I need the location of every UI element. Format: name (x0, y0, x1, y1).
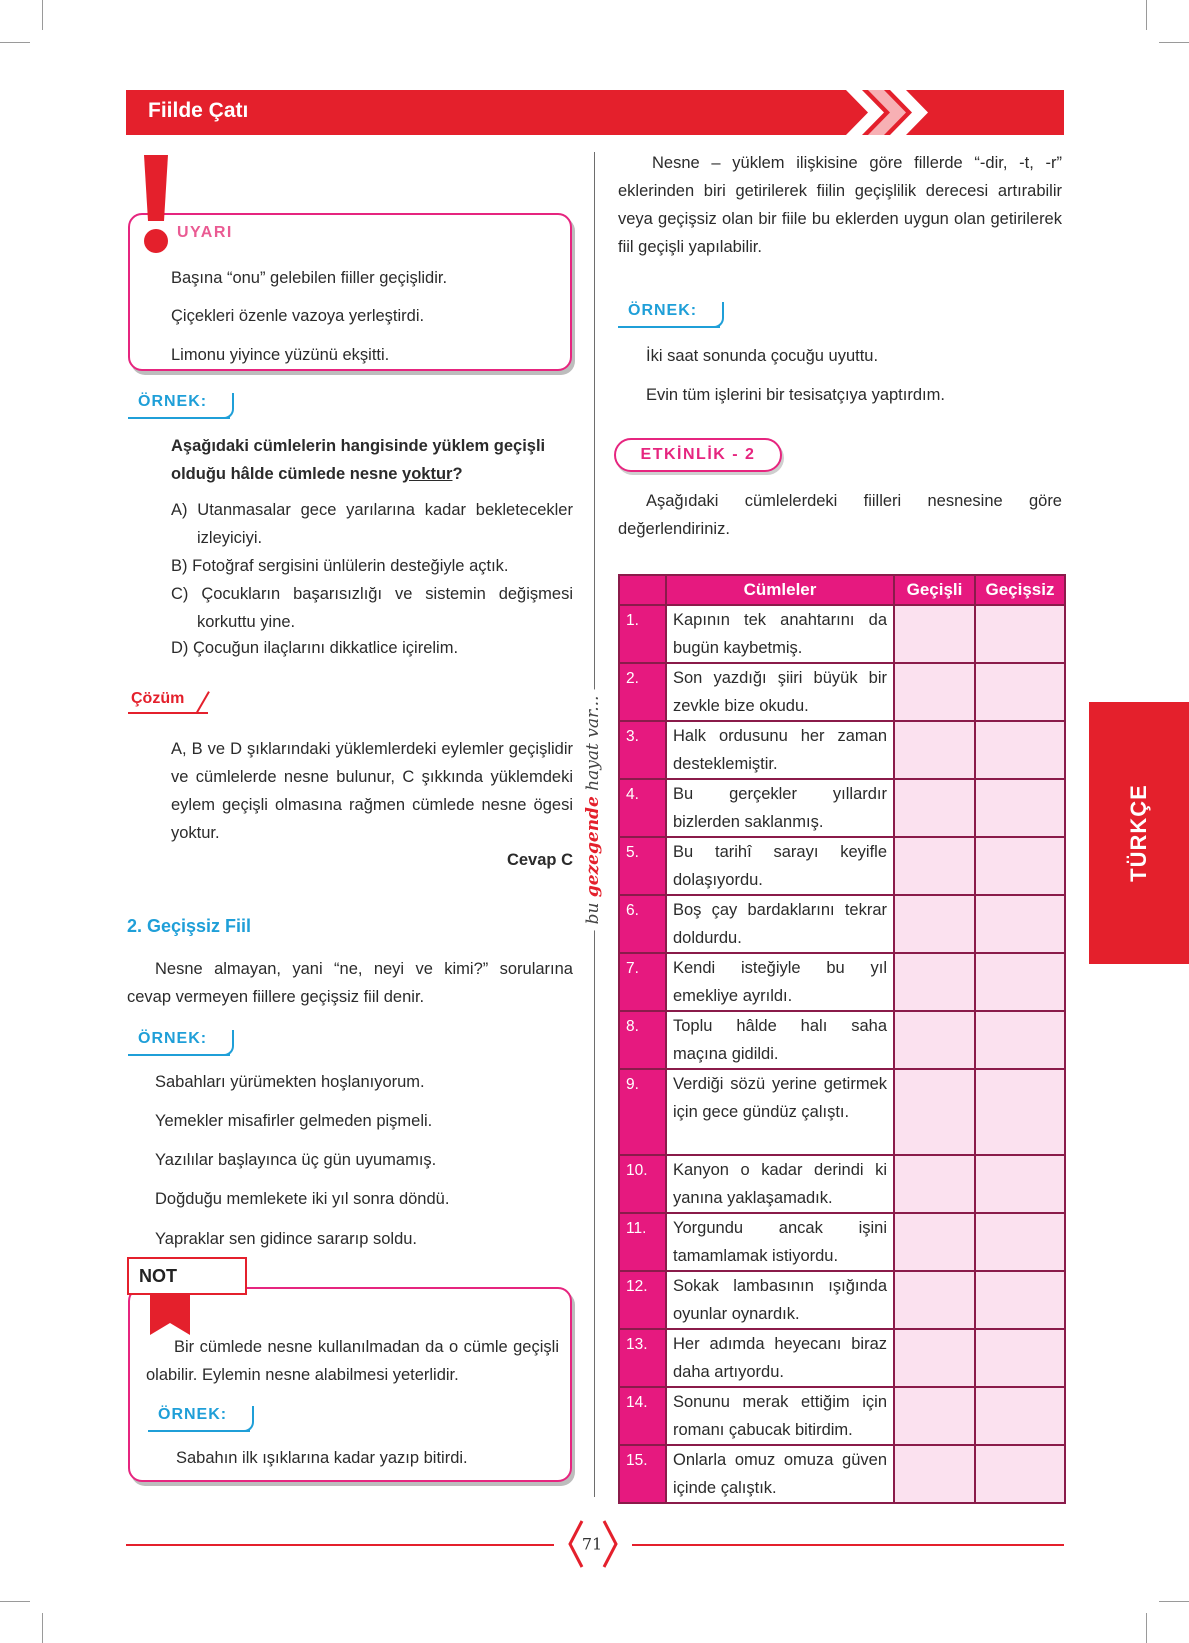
tag-hook (222, 1030, 234, 1056)
solution-slash (196, 691, 210, 713)
row-number: 4. (619, 779, 666, 837)
transitive-answer-cell[interactable] (894, 1155, 975, 1213)
row-number: 3. (619, 721, 666, 779)
example-sentence: Yazılılar başlayınca üç gün uyumamış. (155, 1151, 437, 1169)
example-sentence: Doğduğu memlekete iki yıl sonra döndü. (155, 1190, 450, 1208)
activity-badge (614, 438, 782, 472)
row-number: 8. (619, 1011, 666, 1069)
example-tag (128, 391, 230, 419)
transitive-answer-cell[interactable] (894, 1069, 975, 1155)
intransitive-answer-cell[interactable] (975, 953, 1065, 1011)
note-text: Bir cümlede nesne kullanılmadan da o cümle geçişli olabilir. Eylemin nesne alabilmesi yeterlidir. (146, 1338, 559, 1384)
page-number: 71 (578, 1535, 606, 1554)
option-key: A) (171, 501, 188, 519)
question-underlined: yoktur (402, 465, 453, 483)
table-row (619, 779, 1065, 837)
intransitive-answer-cell[interactable] (975, 1387, 1065, 1445)
section-title: 2. Geçişsiz Fiil (127, 916, 252, 936)
row-sentence: Sonunu merak ettiğim için romanı çabucak bitirdim. (666, 1387, 894, 1445)
option-text: Utanmasalar gece yarılarına kadar bekletecekler izleyiciyi. (197, 501, 573, 547)
row-sentence: Kendi isteğiyle bu yıl emekliye ayrıldı. (666, 953, 894, 1011)
crop-mark (1146, 1613, 1147, 1643)
transitive-answer-cell[interactable] (894, 1213, 975, 1271)
table-row (619, 1271, 1065, 1329)
option-text: Fotoğraf sergisini ünlülerin desteğiyle açtık. (192, 557, 509, 575)
table-row (619, 721, 1065, 779)
table-row (619, 837, 1065, 895)
example-sentence: Yemekler misafirler gelmeden pişmeli. (155, 1112, 433, 1130)
table-row (619, 1387, 1065, 1445)
transitive-answer-cell[interactable] (894, 953, 975, 1011)
option-d (171, 634, 573, 662)
vertical-motto (583, 690, 603, 931)
crop-mark (0, 1601, 30, 1602)
table-row (619, 895, 1065, 953)
crop-mark (1159, 42, 1189, 43)
row-sentence: Boş çay bardaklarını tekrar doldurdu. (666, 895, 894, 953)
example-label: ÖRNEK: (138, 1030, 208, 1047)
note-label: NOT (139, 1266, 177, 1286)
table-row (619, 1155, 1065, 1213)
intransitive-answer-cell[interactable] (975, 663, 1065, 721)
question-end: ? (452, 465, 463, 483)
transitive-answer-cell[interactable] (894, 663, 975, 721)
option-key: D) (171, 639, 189, 657)
intransitive-answer-cell[interactable] (975, 1011, 1065, 1069)
table-row (619, 1445, 1065, 1503)
intransitive-answer-cell[interactable] (975, 1213, 1065, 1271)
motto-part: hayat var... (583, 695, 603, 797)
subject-label: TÜRKÇE (1126, 784, 1151, 882)
example-sentence: İki saat sonunda çocuğu uyuttu. (646, 347, 879, 365)
activity-table (618, 574, 1066, 1504)
transitive-answer-cell[interactable] (894, 1329, 975, 1387)
tag-hook (222, 393, 234, 419)
example-sentence: Evin tüm işlerini bir tesisatçıya yaptırdım. (646, 386, 945, 404)
header-cell: Geçişsiz (975, 575, 1065, 605)
warning-line: Çiçekleri özenle vazoya yerleştirdi. (171, 307, 425, 325)
warning-line: Başına “onu” gelebilen fiiller geçişlidir. (171, 269, 448, 287)
transitive-answer-cell[interactable] (894, 1271, 975, 1329)
table-row (619, 1329, 1065, 1387)
row-number: 12. (619, 1271, 666, 1329)
table-row (619, 1011, 1065, 1069)
tag-hook (712, 302, 724, 328)
ribbon-icon (150, 1293, 190, 1335)
header-cell (619, 575, 666, 605)
option-text: Çocukların başarısızlığı ve sistemin değişmesi korkuttu yine. (197, 585, 573, 631)
row-number: 6. (619, 895, 666, 953)
footer-rule-right (632, 1544, 1064, 1546)
table-row (619, 1213, 1065, 1271)
transitive-answer-cell[interactable] (894, 1011, 975, 1069)
option-key: B) (171, 557, 188, 575)
row-sentence: Kanyon o kadar derindi ki yanına yaklaşamadık. (666, 1155, 894, 1213)
row-sentence: Onlarla omuz omuza güven içinde çalıştık. (666, 1445, 894, 1503)
intransitive-answer-cell[interactable] (975, 1329, 1065, 1387)
row-sentence: Yorgundu ancak işini tamamlamak istiyordu. (666, 1213, 894, 1271)
crop-mark (42, 0, 43, 30)
option-key: C) (171, 585, 189, 603)
example-tag (148, 1404, 250, 1432)
intransitive-answer-cell[interactable] (975, 1069, 1065, 1155)
row-sentence: Son yazdığı şiiri büyük bir zevkle bize okudu. (666, 663, 894, 721)
header-cell: Geçişli (894, 575, 975, 605)
transitive-answer-cell[interactable] (894, 837, 975, 895)
crop-mark (42, 1613, 43, 1643)
example-label: ÖRNEK: (628, 302, 698, 319)
transitive-answer-cell[interactable] (894, 1387, 975, 1445)
intransitive-answer-cell[interactable] (975, 779, 1065, 837)
row-sentence: Halk ordusunu her zaman desteklemiştir. (666, 721, 894, 779)
section-definition: Nesne almayan, yani “ne, neyi ve kimi?” sorularına cevap vermeyen fiillere geçişsiz fiil denir. (127, 960, 573, 1006)
answer-text: Cevap C (506, 851, 573, 869)
row-number: 15. (619, 1445, 666, 1503)
row-sentence: Her adımda heyecanı biraz daha artıyordu. (666, 1329, 894, 1387)
chapter-title: Fiilde Çatı (148, 99, 249, 122)
row-number: 7. (619, 953, 666, 1011)
intransitive-answer-cell[interactable] (975, 721, 1065, 779)
row-number: 13. (619, 1329, 666, 1387)
option-a (171, 496, 573, 552)
subject-side-tab (1089, 702, 1189, 964)
row-number: 2. (619, 663, 666, 721)
chapter-header (126, 90, 1064, 135)
crop-mark (1146, 0, 1147, 30)
transitive-answer-cell[interactable] (894, 779, 975, 837)
motto-part: bu (583, 897, 603, 925)
option-b (171, 552, 573, 580)
option-c (171, 580, 573, 636)
intransitive-answer-cell[interactable] (975, 605, 1065, 663)
row-number: 9. (619, 1069, 666, 1155)
question-text: Aşağıdaki cümlelerin hangisinde yüklem geçişli olduğu hâlde cümlede nesne (171, 437, 546, 483)
intransitive-answer-cell[interactable] (975, 1155, 1065, 1213)
intro-paragraph: Nesne – yüklem ilişkisine göre fillerde “-dir, -t, -r” eklerinden biri getirilerek fiilin geçişlilik derecesi artırabilir veya geçişsiz olan bir fiile bu eklerden uygun olan getirilerek fiil geçişli yapılabilir. (618, 154, 1062, 256)
intransitive-answer-cell[interactable] (975, 1445, 1065, 1503)
row-sentence: Bu gerçekler yıllardır bizlerden saklanmış. (666, 779, 894, 837)
table-row (619, 663, 1065, 721)
transitive-answer-cell[interactable] (894, 1445, 975, 1503)
row-number: 11. (619, 1213, 666, 1271)
note-flag (127, 1257, 247, 1295)
question-stem (171, 432, 573, 488)
option-text: Çocuğun ilaçlarını dikkatlice içirelim. (193, 639, 459, 657)
transitive-answer-cell[interactable] (894, 605, 975, 663)
header-cell: Cümleler (666, 575, 894, 605)
example-tag (128, 1028, 230, 1056)
transitive-answer-cell[interactable] (894, 721, 975, 779)
row-sentence: Kapının tek anahtarını da bugün kaybetmiş. (666, 605, 894, 663)
intransitive-answer-cell[interactable] (975, 837, 1065, 895)
footer-rule-left (126, 1544, 554, 1546)
row-sentence: Verdiği sözü yerine getirmek için gece gündüz çalıştı. (666, 1069, 894, 1155)
example-sentence: Yapraklar sen gidince sararıp soldu. (155, 1230, 418, 1248)
row-number: 14. (619, 1387, 666, 1445)
row-sentence: Sokak lambasının ışığında oyunlar oynardık. (666, 1271, 894, 1329)
row-sentence: Bu tarihî sarayı keyifle dolaşıyordu. (666, 837, 894, 895)
example-tag (618, 300, 720, 328)
table-row (619, 953, 1065, 1011)
intransitive-answer-cell[interactable] (975, 1271, 1065, 1329)
table-row (619, 605, 1065, 663)
activity-instruction: Aşağıdaki cümlelerdeki fiilleri nesnesine göre değerlendiriniz. (618, 492, 1062, 538)
transitive-answer-cell[interactable] (894, 895, 975, 953)
activity-label: ETKİNLİK - 2 (640, 446, 756, 463)
intransitive-answer-cell[interactable] (975, 895, 1065, 953)
row-number: 5. (619, 837, 666, 895)
motto-emphasis: gezegende (583, 796, 603, 898)
warning-line: Limonu yiyince yüzünü ekşitti. (171, 346, 390, 364)
solution-label: Çözüm (131, 690, 185, 707)
crop-mark (1159, 1601, 1189, 1602)
table-row (619, 1069, 1065, 1155)
exclamation-icon (142, 155, 170, 255)
warning-label: UYARI (177, 224, 233, 241)
note-example: Sabahın ilk ışıklarına kadar yazıp bitirdi. (176, 1449, 468, 1467)
example-label: ÖRNEK: (138, 393, 208, 410)
example-sentence: Sabahları yürümekten hoşlanıyorum. (155, 1073, 425, 1091)
row-number: 1. (619, 605, 666, 663)
example-label: ÖRNEK: (158, 1406, 228, 1423)
row-number: 10. (619, 1155, 666, 1213)
table-header-row (619, 575, 1065, 605)
chevron-arrows-icon (846, 90, 956, 135)
solution-text: A, B ve D şıklarındaki yüklemlerdeki eylemler geçişlidir ve cümlelerde nesne bulunur, C şıkkında yüklemdeki eylem geçişli olmasına rağmen cümlede nesne ögesi yoktur. (171, 740, 573, 842)
crop-mark (0, 42, 30, 43)
row-sentence: Toplu hâlde halı saha maçına gidildi. (666, 1011, 894, 1069)
